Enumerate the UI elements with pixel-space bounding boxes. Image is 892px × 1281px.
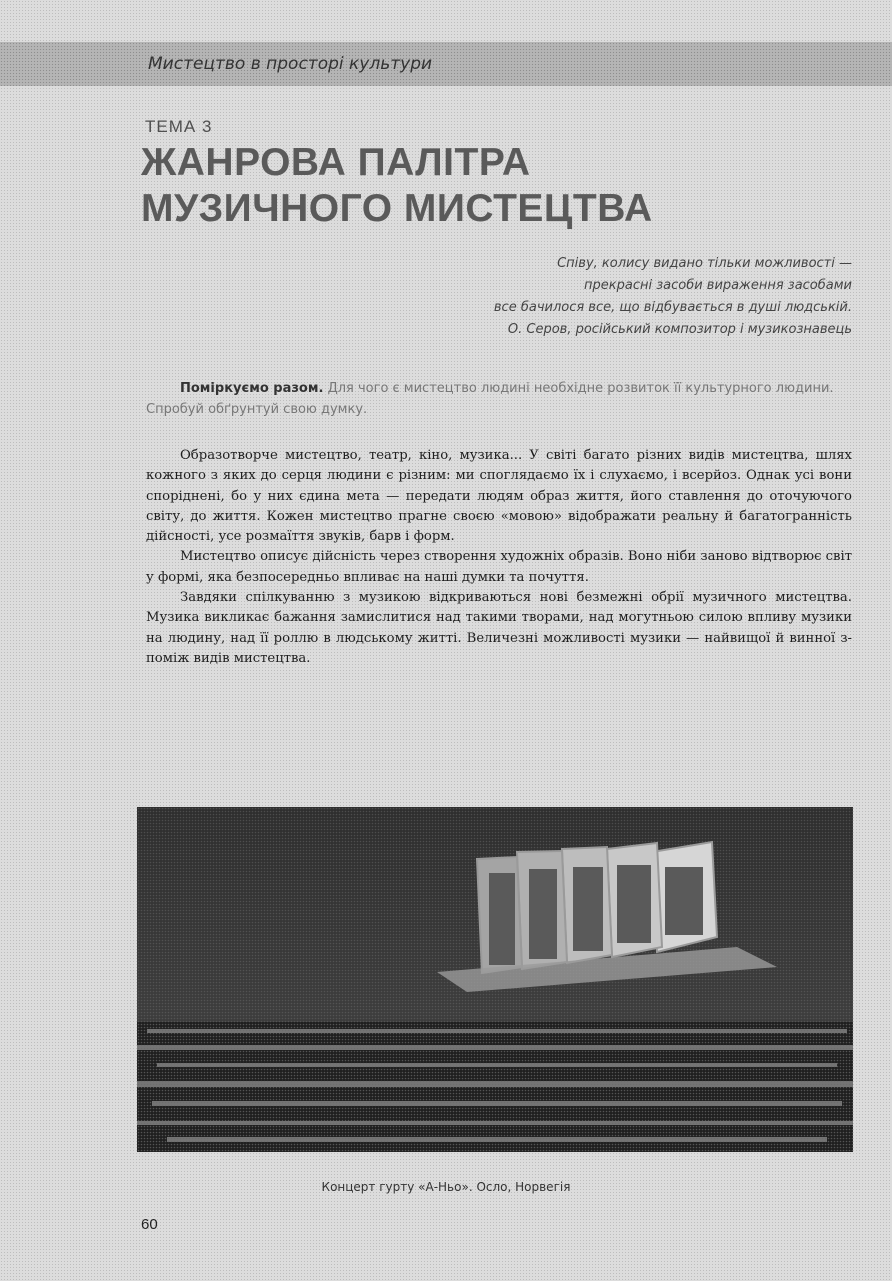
photo-caption: Концерт гурту «А-Ньо». Осло, Норвегія (321, 1180, 571, 1194)
concert-photo-image (137, 807, 853, 1152)
paragraph-3: Завдяки спілкуванню з музикою відкриваються нові безмежні обрії музичного мистецтва. Музика викликає бажання замислитися над такими творами, над могутньою силою впливу музики на людину, над її роллю в людському житті. Величезні можливості музики — найвищої й винної з-поміж видів мистецтва. (146, 590, 852, 666)
discussion-lead: Поміркуємо разом. (180, 381, 324, 396)
body-text (146, 446, 852, 669)
page-number: 60 (141, 1216, 158, 1233)
topic-label: ТЕМА 3 (145, 117, 213, 136)
title-line-1: ЖАНРОВА ПАЛІТРА (141, 141, 531, 184)
epigraph-line-2: прекрасні засоби вираження засобами (584, 278, 852, 293)
page-title (141, 140, 653, 232)
section-header: Мистецтво в просторі культури (148, 54, 433, 74)
epigraph-line-1: Співу, колису видано тільки можливості — (557, 256, 852, 271)
epigraph-line-3: все бачилося все, що відбувається в душі людській. (493, 300, 852, 315)
discussion-prompt (146, 378, 852, 420)
title-line-2: МУЗИЧНОГО МИСТЕЦТВА (141, 187, 653, 230)
discussion-text: Для чого є мистецтво людині необхідне розвиток її культурного людини. Спробуй обґрунтуй свою думку. (146, 381, 834, 417)
paragraph-1: Образотворче мистецтво, театр, кіно, музика... У світі багато різних видів мистецтва, шлях кожного з яких до серця людини є різним: ми споглядаємо їх і слухаємо, і всерйоз. Однак усі вони споріднені, бо у них єдина мета — передати людям образ життя, його ставлення до оточуючого світу, до життя. Кожен мистецтво прагне своєю «мовою» відображати реальну й багатогранність дійсності, усе розмаїття звуків, барв і форм. (146, 448, 852, 545)
epigraph (382, 253, 852, 341)
concert-photo (137, 807, 853, 1152)
section-header-band (0, 42, 892, 86)
paragraph-2: Мистецтво описує дійсність через створення художніх образів. Воно ніби заново відтворює світ у формі, яка безпосередньо впливає на наші думки та почуття. (146, 549, 852, 585)
epigraph-author: О. Серов, російський композитор і музикознавець (507, 322, 852, 337)
